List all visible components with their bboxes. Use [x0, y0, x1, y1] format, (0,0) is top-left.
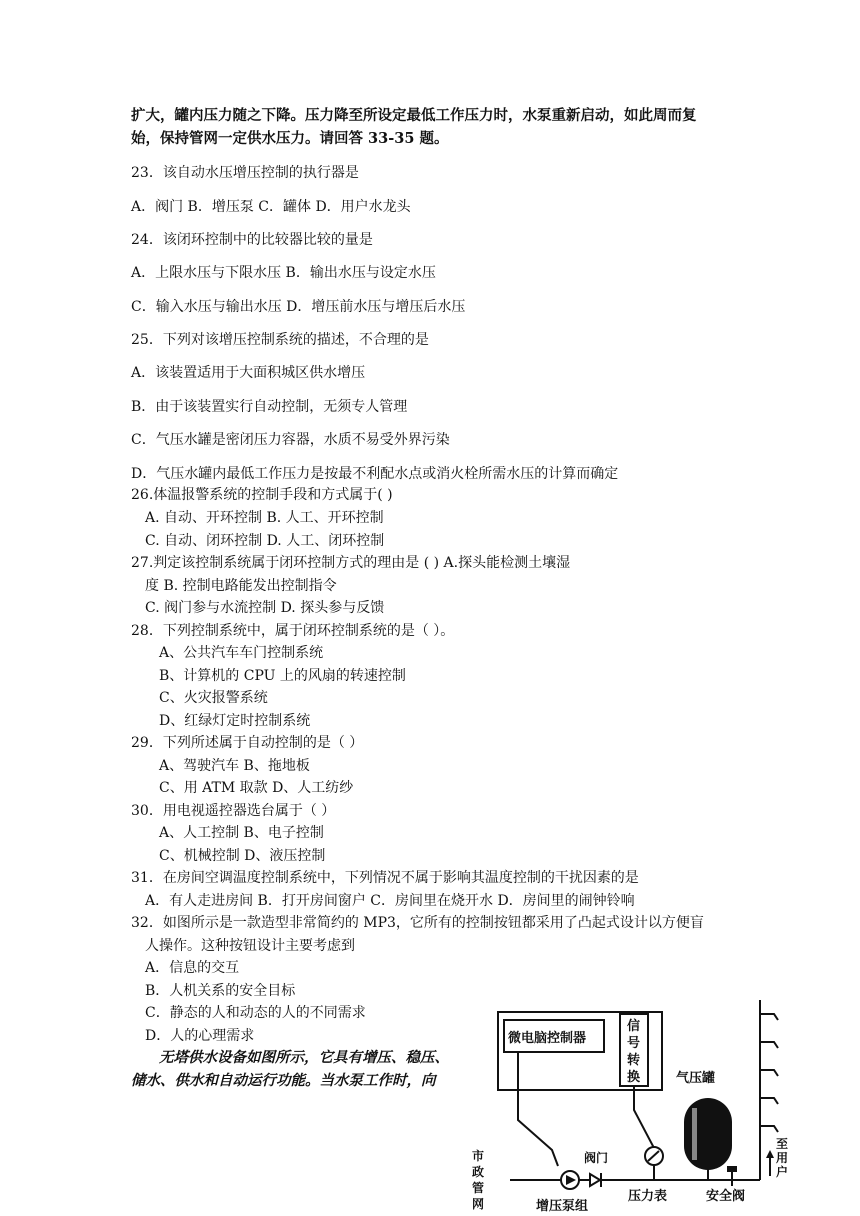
question-32-option-d: D．人的心理需求	[145, 1028, 255, 1044]
valve-label: 阀门	[584, 1151, 609, 1165]
intro-line-2: 始，保持管网一定供水压力。请回答 33-35 题。	[131, 130, 449, 147]
question-28-option-d: D、红绿灯定时控制系统	[159, 713, 311, 729]
question-25-option-a: A．该装置适用于大面积城区供水增压	[131, 365, 366, 381]
question-24-options-row1: A．上限水压与下限水压 B．输出水压与设定水压	[131, 265, 436, 281]
question-25-option-b: B．由于该装置实行自动控制，无须专人管理	[131, 399, 408, 415]
next-intro-line-2: 储水、供水和自动运行功能。当水泵工作时，向	[131, 1072, 436, 1089]
question-32-option-c: C．静态的人和动态的人的不同需求	[145, 1005, 366, 1021]
municipal-char-4: 网	[472, 1197, 485, 1211]
safety-valve-label: 安全阀	[706, 1189, 746, 1204]
question-28-option-c: C、火灾报警系统	[159, 690, 268, 706]
question-24-stem: 24．该闭环控制中的比较器比较的量是	[131, 232, 373, 248]
question-26-options-row2: C. 自动、闭环控制 D. 人工、闭环控制	[145, 533, 385, 549]
question-28-stem: 28．下列控制系统中，属于闭环控制系统的是（ ）。	[131, 623, 455, 639]
municipal-char-2: 政	[472, 1165, 485, 1179]
gauge-label: 压力表	[628, 1189, 668, 1204]
signal-char-4: 换	[627, 1070, 641, 1085]
question-23-stem: 23．该自动水压增压控制的执行器是	[131, 165, 359, 181]
signal-char-1: 信	[627, 1019, 641, 1034]
question-27-options-row2: C. 阀门参与水流控制 D. 探头参与反馈	[145, 600, 385, 616]
water-supply-diagram	[470, 1000, 800, 1216]
question-32-option-b: B．人机关系的安全目标	[145, 983, 296, 999]
user-char-2: 用	[776, 1151, 789, 1165]
question-25-stem: 25．下列对该增压控制系统的描述，不合理的是	[131, 332, 429, 348]
question-27-options-row1: 度 B. 控制电路能发出控制指令	[145, 578, 337, 594]
pump-label: 增压泵组	[536, 1199, 589, 1214]
question-30-options-row2: C、机械控制 D、液压控制	[159, 848, 326, 864]
question-28-option-b: B、计算机的 CPU 上的风扇的转速控制	[159, 668, 406, 684]
question-26-options-row1: A. 自动、开环控制 B. 人工、开环控制	[145, 510, 384, 526]
valve-icon	[590, 1174, 600, 1186]
question-23-options: A．阀门 B．增压泵 C．罐体 D．用户水龙头	[131, 199, 411, 215]
signal-char-3: 转	[627, 1053, 641, 1068]
question-31-stem: 31．在房间空调温度控制系统中，下列情况不属于影响其温度控制的干扰因素的是	[131, 870, 639, 886]
question-29-options-row2: C、用 ATM 取款 D、人工纺纱	[159, 780, 354, 796]
signal-char-2: 号	[627, 1036, 641, 1051]
tank-label: 气压罐	[676, 1071, 716, 1086]
question-25-option-d: D．气压水罐内最低工作压力是按最不利配水点或消火栓所需水压的计算而确定	[131, 466, 619, 482]
question-30-options-row1: A、人工控制 B、电子控制	[159, 825, 324, 841]
question-24-options-row2: C．输入水压与输出水压 D．增压前水压与增压后水压	[131, 299, 466, 315]
municipal-char-1: 市	[472, 1149, 485, 1163]
question-30-stem: 30．用电视遥控器选台属于（ ）	[131, 803, 336, 819]
question-32-stem-continued: 人操作。这种按钮设计主要考虑到	[145, 938, 355, 954]
question-27-stem: 27.判定该控制系统属于闭环控制方式的理由是 ( ) A.探头能检测土壤湿	[131, 555, 571, 571]
user-char-3: 户	[776, 1165, 789, 1179]
intro-line-1: 扩大，罐内压力随之下降。压力降至所设定最低工作压力时，水泵重新启动，如此周而复	[131, 107, 697, 124]
question-29-stem: 29．下列所述属于自动控制的是（ ）	[131, 735, 364, 751]
question-26-stem: 26.体温报警系统的控制手段和方式属于( )	[131, 487, 393, 503]
question-25-option-c: C．气压水罐是密闭压力容器，水质不易受外界污染	[131, 432, 450, 448]
user-char-1: 至	[776, 1137, 789, 1151]
question-32-option-a: A．信息的交互	[145, 960, 240, 976]
question-31-options: A．有人走进房间 B．打开房间窗户 C．房间里在烧开水 D．房间里的闹钟铃响	[145, 893, 635, 909]
question-29-options-row1: A、驾驶汽车 B、拖地板	[159, 758, 310, 774]
question-28-option-a: A、公共汽车车门控制系统	[159, 645, 324, 661]
controller-label: 微电脑控制器	[508, 1031, 587, 1046]
next-intro-line-1: 无塔供水设备如图所示，它具有增压、稳压、	[159, 1049, 449, 1066]
safety-valve-icon	[727, 1166, 737, 1172]
pressure-tank-icon	[684, 1098, 732, 1170]
municipal-char-3: 管	[472, 1181, 485, 1195]
question-32-stem: 32．如图所示是一款造型非常简约的 MP3，它所有的控制按钮都采用了凸起式设计以方便盲	[131, 915, 704, 931]
